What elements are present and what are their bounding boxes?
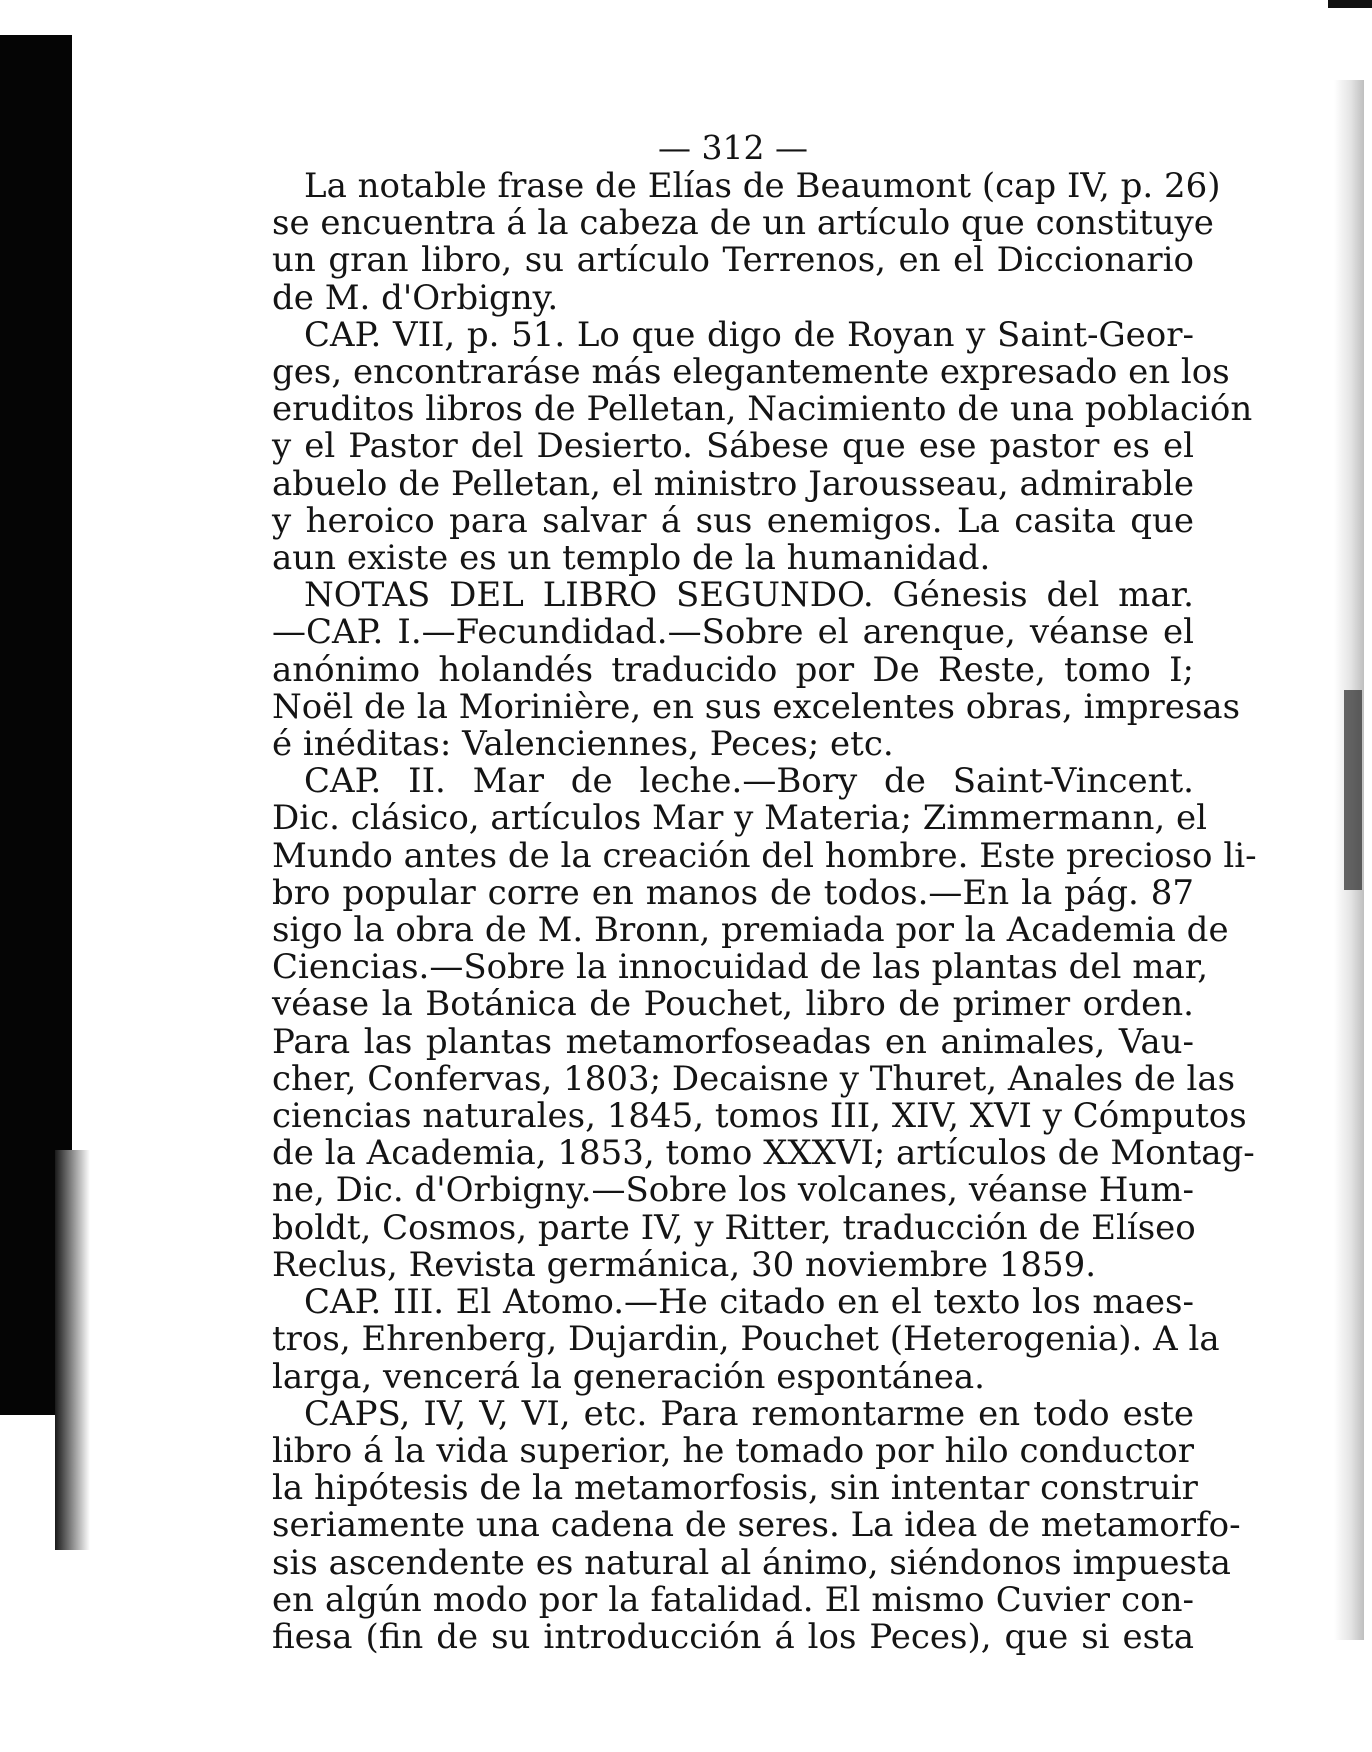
text-line: de M. d'Orbigny. xyxy=(272,277,559,318)
scan-page-edge-dark xyxy=(1344,690,1362,890)
text-line: seriamente una cadena de seres. La idea de metamorfo- xyxy=(272,1505,1241,1546)
text-line: Mundo antes de la creación del hombre. Este precioso li- xyxy=(272,835,1257,876)
text-line: NOTAS DEL LIBRO SEGUNDO. Génesis del mar. xyxy=(304,575,1194,616)
scan-corner-mark xyxy=(1328,0,1372,8)
text-line: Para las plantas metamorfoseadas en animales, Vau- xyxy=(272,1021,1194,1062)
text-line: CAPS, IV, V, VI, etc. Para remontarme en todo este xyxy=(304,1393,1194,1434)
text-line: se encuentra á la cabeza de un artículo que constituye xyxy=(272,203,1214,244)
page-number: — 312 — xyxy=(658,128,808,167)
text-line: é inéditas: Valenciennes, Peces; etc. xyxy=(272,724,894,765)
text-line: —CAP. I.—Fecundidad.—Sobre el arenque, véanse el xyxy=(272,612,1194,653)
text-line: CAP. II. Mar de leche.—Bory de Saint-Vincent. xyxy=(304,761,1194,802)
text-line: Ciencias.—Sobre la innocuidad de las plantas del mar, xyxy=(272,947,1209,988)
text-line: CAP. VII, p. 51. Lo que digo de Royan y Saint-Geor- xyxy=(304,314,1194,355)
text-line: un gran libro, su artículo Terrenos, en el Diccionario xyxy=(272,240,1194,281)
text-line: y heroico para salvar á sus enemigos. La casita que xyxy=(272,500,1194,541)
text-line: aun existe es un templo de la humanidad. xyxy=(272,538,991,579)
text-line: abuelo de Pelletan, el ministro Jarousseau, admirable xyxy=(272,463,1194,504)
text-line: cher, Confervas, 1803; Decaisne y Thuret, Anales de las xyxy=(272,1058,1236,1099)
text-line: La notable frase de Elías de Beaumont (cap IV, p. 26) xyxy=(304,166,1221,206)
text-line: tros, Ehrenberg, Dujardin, Pouchet (Heterogenia). A la xyxy=(272,1319,1220,1360)
text-line: CAP. III. El Atomo.—He citado en el texto los maes- xyxy=(304,1282,1194,1323)
text-line: fiesa (fin de su introducción á los Peces), que si esta xyxy=(272,1616,1194,1657)
text-line: anónimo holandés traducido por De Reste, tomo I; xyxy=(272,649,1194,690)
text-line: bro popular corre en manos de todos.—En la pág. 87 xyxy=(272,872,1194,913)
text-line: Dic. clásico, artículos Mar y Materia; Zimmermann, el xyxy=(272,798,1207,839)
text-line: Noël de la Morinière, en sus excelentes obras, impresas xyxy=(272,686,1241,727)
text-line: Reclus, Revista germánica, 30 noviembre 1859. xyxy=(272,1244,1097,1285)
text-line: véase la Botánica de Pouchet, libro de primer orden. xyxy=(272,984,1194,1025)
text-line: ciencias naturales, 1845, tomos III, XIV, XVI y Cómputos xyxy=(272,1096,1247,1137)
text-line: de la Academia, 1853, tomo XXXVI; artículos de Montag- xyxy=(272,1133,1255,1174)
text-line: y el Pastor del Desierto. Sábese que ese pastor es el xyxy=(272,426,1194,467)
text-line: libro á la vida superior, he tomado por hilo conductor xyxy=(272,1430,1194,1471)
text-line: sis ascendente es natural al ánimo, siéndonos impuesta xyxy=(272,1542,1231,1583)
text-line: sigo la obra de M. Bronn, premiada por la Academia de xyxy=(272,910,1229,951)
text-line: eruditos libros de Pelletan, Nacimiento de una población xyxy=(272,389,1253,430)
text-line: en algún modo por la fatalidad. El mismo Cuvier con- xyxy=(272,1579,1194,1620)
text-line: boldt, Cosmos, parte IV, y Ritter, traducción de Elíseo xyxy=(272,1207,1196,1248)
book-page xyxy=(272,128,1257,1657)
text-line: larga, vencerá la generación espontánea. xyxy=(272,1356,985,1397)
scan-binding-fade xyxy=(55,1150,90,1550)
text-line: ne, Dic. d'Orbigny.—Sobre los volcanes, véanse Hum- xyxy=(272,1170,1194,1211)
page-text xyxy=(272,166,1257,1657)
text-line: la hipótesis de la metamorfosis, sin intentar construir xyxy=(272,1468,1198,1509)
text-line: ges, encontraráse más elegantemente expresado en los xyxy=(272,352,1230,393)
